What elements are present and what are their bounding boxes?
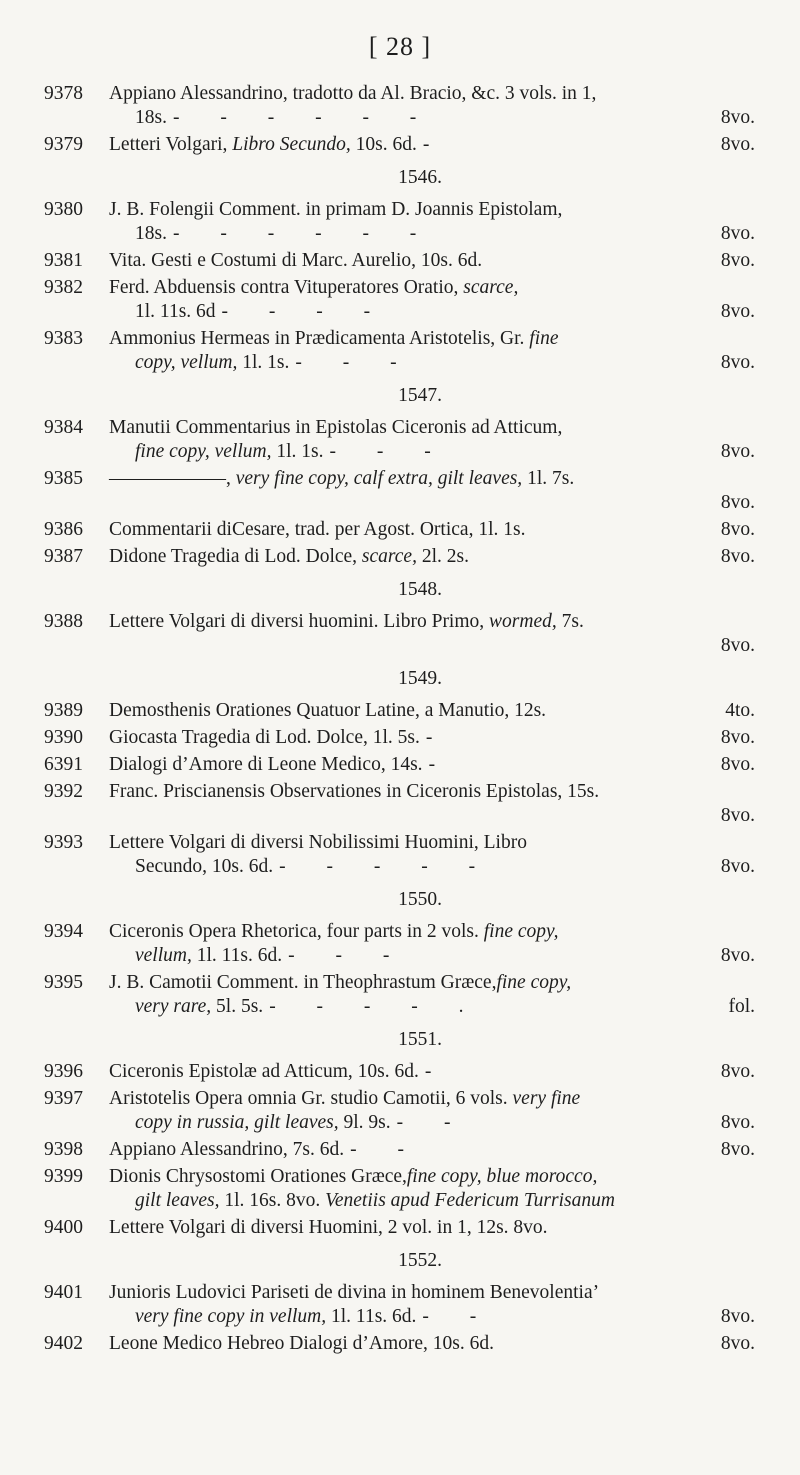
entry-description — [109, 1281, 755, 1329]
book-format: 8vo. — [720, 546, 755, 567]
lot-number: 9390 — [44, 727, 83, 748]
entry-line — [109, 1281, 755, 1305]
title-text: Appiano Alessandrino, tradotto da Al. Bracio, &c. 3 vols. in 1, — [109, 83, 597, 104]
leader-dashes: - - - — [295, 352, 415, 373]
title-text: Leone Medico Hebreo Dialogi d’Amore, 10s. 6d. — [109, 1333, 495, 1354]
condition-note: fine copy, — [483, 921, 559, 942]
lot-number: 9402 — [44, 1333, 83, 1354]
entry-description — [109, 1332, 755, 1356]
book-format: 8vo. — [720, 492, 755, 513]
catalog-entry — [0, 467, 800, 515]
catalog-entry — [0, 1165, 800, 1213]
entry-description — [109, 82, 755, 130]
entry-description — [109, 198, 755, 246]
catalog-entry — [0, 753, 800, 777]
year-heading: 1552. — [398, 1250, 442, 1271]
book-format: 8vo. — [720, 856, 755, 877]
lot-number: 9385 — [44, 468, 83, 489]
entry-line — [109, 1305, 755, 1329]
catalog-entry — [0, 699, 800, 723]
year-heading: 1547. — [398, 385, 442, 406]
condition-note: scarce, — [361, 546, 417, 567]
entry-line — [109, 726, 755, 750]
entry-line — [109, 518, 755, 542]
title-text: Dionis Chrysostomi Orationes Græce, — [109, 1166, 407, 1187]
entry-description — [109, 831, 755, 879]
title-text: Ciceronis Opera Rhetorica, four parts in 2 vols. — [109, 921, 484, 942]
entry-description — [109, 545, 755, 569]
entry-line — [109, 1087, 755, 1111]
entry-description — [109, 920, 755, 968]
book-format: 8vo. — [720, 805, 755, 826]
leader-dashes: - — [428, 754, 454, 775]
price-text: 1l. 1s. — [271, 441, 324, 462]
entry-line — [109, 971, 755, 995]
price-text: 1l. 11s. 6d. — [191, 945, 283, 966]
entry-description — [109, 467, 755, 515]
book-format: 8vo. — [720, 1333, 755, 1354]
entry-line — [109, 753, 755, 777]
condition-note: very fine — [512, 1088, 581, 1109]
entry-line — [109, 995, 755, 1019]
book-format: 8vo. — [720, 223, 755, 244]
price-text: 9l. 9s. — [338, 1112, 391, 1133]
book-format: 8vo. — [720, 727, 755, 748]
leader-dashes: - — [424, 1061, 450, 1082]
condition-note: copy, vellum, — [135, 352, 238, 373]
lot-number: 9395 — [44, 972, 83, 993]
price-text: 1l. 16s. 8vo. — [219, 1190, 326, 1211]
entry-description — [109, 276, 755, 324]
entry-line — [109, 699, 755, 723]
book-format: 8vo. — [720, 250, 755, 271]
year-heading: 1546. — [398, 167, 442, 188]
entry-description — [109, 416, 755, 464]
leader-dashes: - - - - - - — [172, 223, 435, 244]
book-format: 8vo. — [720, 635, 755, 656]
entry-line — [109, 1216, 755, 1240]
condition-note: very fine copy in vellum, — [135, 1306, 327, 1327]
lot-number: 9400 — [44, 1217, 83, 1238]
condition-note: vellum, — [135, 945, 192, 966]
entry-line — [109, 634, 755, 658]
catalog-entry — [0, 1087, 800, 1135]
entry-description — [109, 1060, 755, 1084]
catalog-entry — [0, 1332, 800, 1356]
lot-number: 9382 — [44, 277, 83, 298]
leader-dashes: - - — [350, 1139, 422, 1160]
lot-number: 9399 — [44, 1166, 83, 1187]
price-text: 1l. 11s. 6d. — [326, 1306, 417, 1327]
entry-line — [109, 327, 755, 351]
title-text: Manutii Commentarius in Epistolas Ciceronis ad Atticum, — [109, 417, 563, 438]
price-text: 7s. — [556, 611, 584, 632]
catalog-entry — [0, 780, 800, 828]
lot-number: 9386 — [44, 519, 83, 540]
catalog-entry — [0, 133, 800, 157]
entry-line — [109, 276, 755, 300]
book-format: 8vo. — [720, 945, 755, 966]
lot-number: 6391 — [44, 754, 83, 775]
imprint-note: Venetiis apud Federicum Turrisanum — [325, 1190, 615, 1211]
entry-line — [109, 804, 755, 828]
year-heading: 1551. — [398, 1029, 442, 1050]
lot-number: 9389 — [44, 700, 83, 721]
title-text: J. B. Camotii Comment. in Theophrastum Græce, — [109, 972, 497, 993]
title-text: Junioris Ludovici Pariseti de divina in hominem Benevolentia’ — [109, 1282, 600, 1303]
entry-description — [109, 133, 755, 157]
catalog-list — [0, 82, 800, 1359]
entry-line — [109, 780, 755, 804]
entry-description — [109, 518, 755, 542]
price-text: 2l. 2s. — [416, 546, 469, 567]
entry-line — [109, 1165, 755, 1189]
entry-description — [109, 780, 755, 828]
year-heading: 1550. — [398, 889, 442, 910]
entry-line — [109, 545, 755, 569]
entry-line — [109, 106, 755, 130]
book-format: 8vo. — [720, 1061, 755, 1082]
price-text: Secundo, 10s. 6d. — [135, 856, 274, 877]
condition-note: very rare, — [135, 996, 212, 1017]
book-format: 8vo. — [720, 1112, 755, 1133]
leader-dashes: - - - — [288, 945, 408, 966]
condition-note: fine copy, — [496, 972, 572, 993]
catalog-entry — [0, 726, 800, 750]
catalog-entry — [0, 610, 800, 658]
entry-line — [109, 467, 755, 491]
condition-note: fine copy, blue morocco, — [406, 1166, 598, 1187]
leader-dashes: - — [422, 134, 448, 155]
lot-number: 9397 — [44, 1088, 83, 1109]
entry-description — [109, 699, 755, 723]
catalog-entry — [0, 1216, 800, 1240]
catalog-entry — [0, 198, 800, 246]
condition-note: copy in russia, gilt leaves, — [135, 1112, 339, 1133]
entry-line — [109, 1060, 755, 1084]
lot-number: 9384 — [44, 417, 83, 438]
entry-line — [109, 1138, 755, 1162]
entry-line — [109, 300, 755, 324]
catalog-entry — [0, 276, 800, 324]
title-text: Ferd. Abduensis contra Vituperatores Oratio, — [109, 277, 464, 298]
book-format: fol. — [728, 996, 755, 1017]
catalog-entry — [0, 416, 800, 464]
catalog-entry — [0, 1060, 800, 1084]
entry-line — [109, 351, 755, 375]
lot-number: 9398 — [44, 1139, 83, 1160]
title-text: Letteri Volgari, — [109, 134, 233, 155]
year-heading: 1549. — [398, 668, 442, 689]
catalog-entry — [0, 249, 800, 273]
leader-dashes: - - — [396, 1112, 469, 1133]
book-format: 8vo. — [720, 1139, 755, 1160]
entry-description — [109, 1087, 755, 1135]
title-text: Ammonius Hermeas in Prædicamenta Aristotelis, Gr. — [109, 328, 530, 349]
entry-line — [109, 855, 755, 879]
entry-description — [109, 1165, 755, 1213]
price-text: 1l. 11s. 6d — [135, 301, 216, 322]
lot-number: 9396 — [44, 1061, 83, 1082]
leader-dashes: - — [425, 727, 451, 748]
price-text: 10s. 6d. — [350, 134, 417, 155]
title-text: Lettere Volgari di diversi Huomini, 2 vol. in 1, 12s. 8vo. — [109, 1217, 548, 1238]
catalog-entry — [0, 920, 800, 968]
lot-number: 9394 — [44, 921, 83, 942]
entry-description — [109, 971, 755, 1019]
title-text: Appiano Alessandrino, 7s. 6d. — [109, 1139, 345, 1160]
title-text: Lettere Volgari di diversi Nobilissimi Huomini, Libro — [109, 832, 527, 853]
page-number: [ 28 ] — [368, 32, 432, 61]
entry-description — [109, 753, 755, 777]
price-text: 5l. 5s. — [211, 996, 264, 1017]
lot-number: 9392 — [44, 781, 83, 802]
catalog-entry — [0, 82, 800, 130]
title-text: Demosthenis Orationes Quatuor Latine, a Manutio, 12s. — [109, 700, 547, 721]
book-format: 8vo. — [720, 107, 755, 128]
title-text: J. B. Folengii Comment. in primam D. Joannis Epistolam, — [109, 199, 563, 220]
entry-line — [109, 416, 755, 440]
lot-number: 9401 — [44, 1282, 83, 1303]
lot-number: 9383 — [44, 328, 83, 349]
lot-number: 9379 — [44, 134, 83, 155]
leader-dashes: - - - — [329, 441, 449, 462]
lot-number: 9381 — [44, 250, 83, 271]
price-text: 18s. — [135, 107, 167, 128]
leader-dashes: - - — [422, 1306, 495, 1327]
lot-number: 9393 — [44, 832, 83, 853]
entry-description — [109, 610, 755, 658]
entry-line — [109, 82, 755, 106]
leader-dashes: - - - - - — [279, 856, 494, 877]
title-text: Vita. Gesti e Costumi di Marc. Aurelio, 10s. 6d. — [109, 250, 483, 271]
title-text: Didone Tragedia di Lod. Dolce, — [109, 546, 362, 567]
leader-dashes: - - - - — [221, 301, 389, 322]
entry-line — [109, 1111, 755, 1135]
entry-line — [109, 198, 755, 222]
condition-note: fine copy, vellum, — [135, 441, 272, 462]
lot-number: 9380 — [44, 199, 83, 220]
condition-note: wormed, — [489, 611, 557, 632]
lot-number: 9387 — [44, 546, 83, 567]
condition-note: gilt leaves, — [135, 1190, 220, 1211]
catalog-entry — [0, 327, 800, 375]
condition-note: fine — [529, 328, 559, 349]
title-text: Lettere Volgari di diversi huomini. Libro Primo, — [109, 611, 490, 632]
entry-line — [109, 920, 755, 944]
entry-description — [109, 327, 755, 375]
entry-line — [109, 491, 755, 515]
catalog-entry — [0, 831, 800, 879]
price-text: 1l. 7s. — [522, 468, 575, 489]
condition-note: very fine copy, calf extra, gilt leaves, — [235, 468, 523, 489]
book-format: 8vo. — [720, 519, 755, 540]
condition-note: scarce, — [463, 277, 519, 298]
entry-description — [109, 1216, 755, 1240]
price-text: 18s. — [135, 223, 167, 244]
entry-description — [109, 249, 755, 273]
title-text: Commentarii diCesare, trad. per Agost. Ortica, 1l. 1s. — [109, 519, 526, 540]
lot-number: 9388 — [44, 611, 83, 632]
book-format: 4to. — [725, 700, 755, 721]
entry-line — [109, 222, 755, 246]
title-text: ——————, — [109, 468, 236, 489]
catalog-entry — [0, 1138, 800, 1162]
condition-note: Libro Secundo, — [232, 134, 351, 155]
book-format: 8vo. — [720, 441, 755, 462]
entry-description — [109, 1138, 755, 1162]
catalog-entry — [0, 1281, 800, 1329]
price-text: 1l. 1s. — [237, 352, 290, 373]
entry-line — [109, 440, 755, 464]
title-text: Ciceronis Epistolæ ad Atticum, 10s. 6d. — [109, 1061, 419, 1082]
entry-line — [109, 249, 755, 273]
leader-dashes: - - - - . — [269, 996, 482, 1017]
leader-dashes: - - - - - - — [172, 107, 435, 128]
entry-description — [109, 726, 755, 750]
title-text: Franc. Priscianensis Observationes in Ciceronis Epistolas, 15s. — [109, 781, 600, 802]
entry-line — [109, 1332, 755, 1356]
book-format: 8vo. — [720, 754, 755, 775]
title-text: Dialogi d’Amore di Leone Medico, 14s. — [109, 754, 423, 775]
entry-line — [109, 1189, 755, 1213]
entry-line — [109, 831, 755, 855]
book-format: 8vo. — [720, 134, 755, 155]
entry-line — [109, 610, 755, 634]
lot-number: 9378 — [44, 83, 83, 104]
book-format: 8vo. — [720, 1306, 755, 1327]
catalog-entry — [0, 518, 800, 542]
book-format: 8vo. — [720, 352, 755, 373]
title-text: Aristotelis Opera omnia Gr. studio Camotii, 6 vols. — [109, 1088, 513, 1109]
catalog-entry — [0, 971, 800, 1019]
entry-line — [109, 133, 755, 157]
year-heading: 1548. — [398, 579, 442, 600]
book-format: 8vo. — [720, 301, 755, 322]
entry-line — [109, 944, 755, 968]
title-text: Giocasta Tragedia di Lod. Dolce, 1l. 5s. — [109, 727, 420, 748]
catalog-entry — [0, 545, 800, 569]
